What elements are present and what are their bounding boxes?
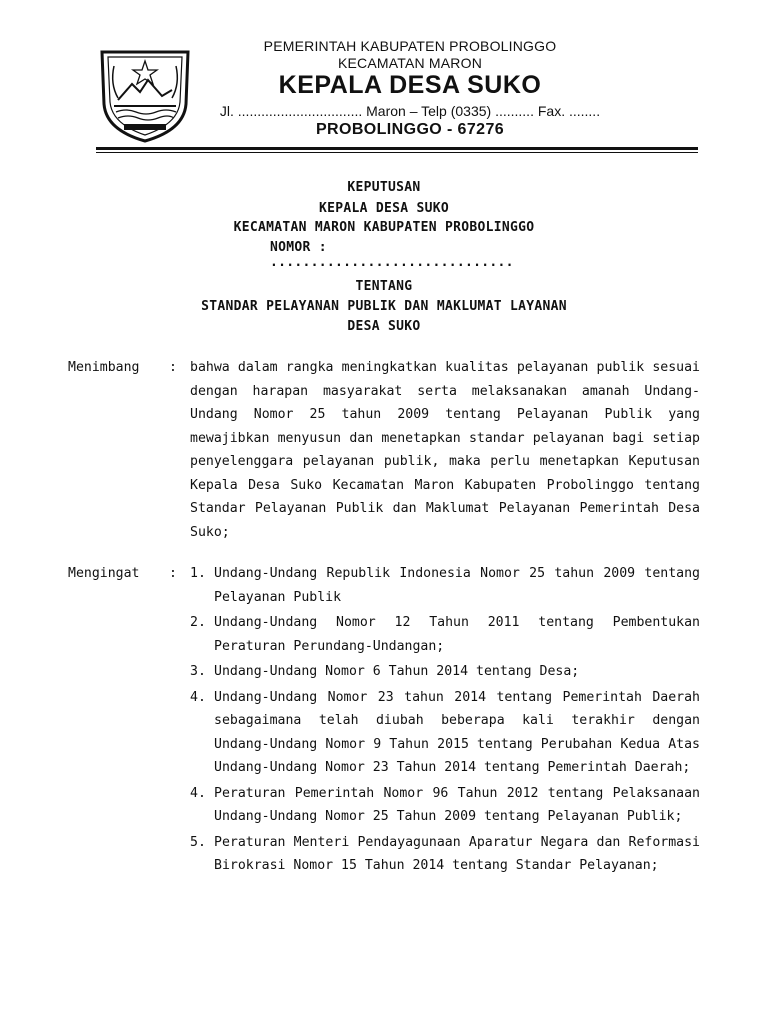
list-item bbox=[190, 686, 700, 780]
list-item-number: 4. bbox=[190, 785, 206, 801]
letterhead-government: PEMERINTAH KABUPATEN PROBOLINGGO bbox=[263, 38, 557, 54]
heading-kepala: KEPALA DESA SUKO bbox=[318, 201, 450, 216]
heading-nomor: NOMOR : .............................. bbox=[270, 240, 514, 270]
menimbang-colon: : bbox=[169, 360, 177, 375]
list-item-text: Undang-Undang Nomor 12 Tahun 2011 tentang Pembentukan Peraturan Perundang-Undangan; bbox=[214, 615, 700, 654]
letterhead-rule-thin bbox=[96, 152, 698, 153]
letterhead-kecamatan: KECAMATAN MARON bbox=[337, 55, 483, 71]
list-item-text: Undang-Undang Nomor 6 Tahun 2014 tentang Desa; bbox=[214, 664, 580, 679]
heading-tentang: TENTANG bbox=[355, 279, 413, 294]
heading-kecamatan: KECAMATAN MARON KABUPATEN PROBOLINGGO bbox=[233, 220, 535, 235]
list-item-number: 2. bbox=[190, 615, 206, 630]
list-item-number: 1. bbox=[190, 566, 206, 581]
menimbang-text: bahwa dalam rangka meningkatkan kualitas pelayanan publik sesuai dengan harapan masyarakat serta melaksanakan amanah Undang-Undang Nomor 25 tahun 2009 tentang Pelayanan Publik yang mewajibkan menyusun dan menetapkan standar pelayanan bagi setiap penyelenggara pelayanan publik, maka perlu menetapkan Keputusan Kepala Desa Suko Kecamatan Maron Kabupaten Probolinggo tentang Standar Pelayanan Publik dan Maklumat Pelayanan Pemerintah Desa Suko; bbox=[190, 360, 700, 540]
mengingat-label: Mengingat bbox=[68, 566, 140, 581]
mengingat-list bbox=[190, 562, 700, 880]
mengingat-colon: : bbox=[169, 566, 177, 581]
regency-emblem-icon bbox=[96, 44, 194, 144]
heading-keputusan: KEPUTUSAN bbox=[347, 180, 421, 195]
letterhead-address: Jl. ................................ Maron – Telp (0335) .......... Fax. ........ bbox=[219, 103, 601, 119]
letterhead-city: PROBOLINGGO - 67276 bbox=[315, 121, 505, 138]
list-item-text: Peraturan Pemerintah Nomor 96 Tahun 2012 tentang Pelaksanaan Undang-Undang Nomor 25 Tahun 2009 tentang Pelayanan Publik; bbox=[214, 785, 700, 824]
list-item-text: Peraturan Menteri Pendayagunaan Aparatur Negara dan Reformasi Birokrasi Nomor 15 Tahun 2014 tentang Standar Pelayanan; bbox=[214, 834, 700, 873]
letterhead-title: KEPALA DESA SUKO bbox=[278, 71, 542, 99]
list-item-text: Undang-Undang Republik Indonesia Nomor 25 tahun 2009 tentang Pelayanan Publik bbox=[214, 566, 700, 605]
list-item bbox=[190, 782, 700, 829]
list-item-text: Undang-Undang Nomor 23 tahun 2014 tentang Pemerintah Daerah sebagaimana telah diubah beberapa kali terakhir dengan Undang-Undang Nomor 9 Tahun 2015 tentang Perubahan Kedua Atas Undang-Undang Nomor 23 Tahun 2014 tentang Pemerintah Daerah; bbox=[214, 689, 700, 775]
list-item bbox=[190, 562, 700, 609]
menimbang-label: Menimbang bbox=[68, 360, 140, 375]
list-item bbox=[190, 660, 700, 684]
list-item-number: 5. bbox=[190, 834, 206, 850]
letterhead-rule-thick bbox=[96, 147, 698, 150]
list-item bbox=[190, 611, 700, 658]
list-item-number: 4. bbox=[190, 689, 206, 705]
heading-subject-line-1: STANDAR PELAYANAN PUBLIK DAN MAKLUMAT LAYANAN bbox=[201, 299, 567, 314]
list-item-number: 3. bbox=[190, 664, 206, 679]
list-item bbox=[190, 831, 700, 878]
heading-subject-line-2: DESA SUKO bbox=[347, 319, 421, 334]
